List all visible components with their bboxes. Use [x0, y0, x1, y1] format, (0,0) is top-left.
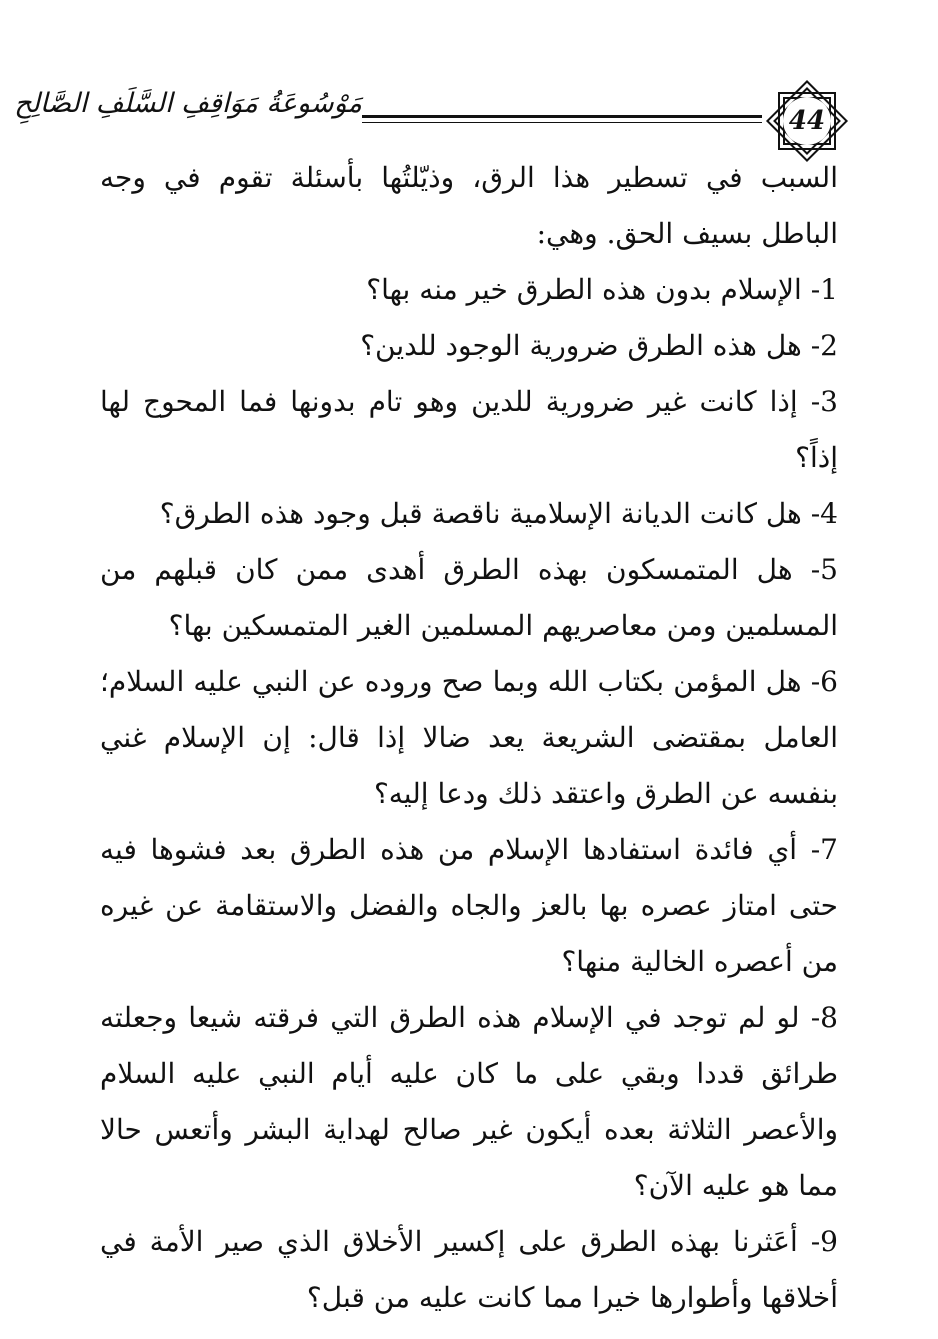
series-title: مَوْسُوعَةُ مَوَاقِفِ السَّلَفِ الصَّالِحِ [14, 88, 362, 119]
question-item: 2- هل هذه الطرق ضرورية الوجود للدين؟ [360, 329, 838, 362]
question-item: 9- أعَثرنا بهذه الطرق على إكسير الأخلاق الذي صير الأمة في أخلاقها وأطوارها خيرا مما كانت عليه من قبل؟ [100, 1225, 838, 1314]
question-item: 3- إذا كانت غير ضرورية للدين وهو تام بدونها فما المحوج لها إذاً؟ [100, 385, 838, 474]
page-number: 44 [788, 106, 826, 136]
question-item: 1- الإسلام بدون هذه الطرق خير منه بها؟ [366, 273, 838, 306]
header-rule [362, 115, 762, 118]
page-body [100, 150, 838, 1326]
intro-paragraph: السبب في تسطير هذا الرق، وذيّلتُها بأسئلة تقوم في وجه الباطل بسيف الحق. وهي: [100, 161, 838, 250]
question-item: 4- هل كانت الديانة الإسلامية ناقصة قبل وجود هذه الطرق؟ [159, 497, 838, 530]
question-item: 6- هل المؤمن بكتاب الله وبما صح وروده عن النبي عليه السلام؛ العامل بمقتضى الشريعة يعد ضالا إذا قال: إن الإسلام غني بنفسه عن الطرق واعتقد ذلك ودعا إليه؟ [100, 665, 838, 810]
header-rule-thin [362, 122, 762, 123]
question-item: 8- لو لم توجد في الإسلام هذه الطرق التي فرقته شيعا وجعلته طرائق قددا وبقي على ما كان عليه أيام النبي عليه السلام والأعصر الثلاثة بعده أيكون غير صالح لهداية البشر وأتعس حالا مما هو عليه الآن؟ [100, 1001, 838, 1202]
question-item: 5- هل المتمسكون بهذه الطرق أهدى ممن كان قبلهم من المسلمين ومن معاصريهم المسلمين الغير المتمسكين بها؟ [100, 553, 838, 642]
question-item: 7- أي فائدة استفادها الإسلام من هذه الطرق بعد فشوها فيه حتى امتاز عصره بها بالعز والجاه والفضل والاستقامة عن غيره من أعصره الخالية منها؟ [100, 833, 838, 978]
